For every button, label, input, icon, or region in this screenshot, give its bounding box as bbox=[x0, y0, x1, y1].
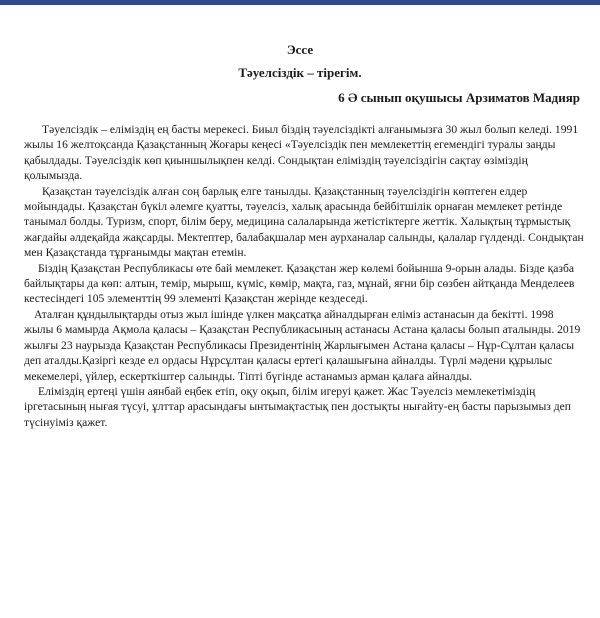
document-title: Тәуелсіздік – тірегім. bbox=[238, 65, 362, 80]
paragraph-3: Біздің Қазақстан Республикасы өте бай мемлекет. Қазақстан жер көлемі бойынша 9-орын алады. Бізде қазба байлықтары да көп: алтын, темір, мырыш, күміс, көмір, мақта, газ, мұнай, яғни бір сөзбен айтқанда Менделеев кестесіндегі 105 элементтің 99 элементі Қазақстан жерінде кездеседі. bbox=[24, 261, 575, 306]
document-page bbox=[0, 5, 600, 618]
document-type-heading: Эссе bbox=[286, 42, 314, 57]
paragraph-5: Еліміздің ертеңі үшін аянбай еңбек етіп, оқу оқып, білім игеруі қажет. Жас Тәуелсіз мемлекетіміздің іргетасының нығая түсуі, ұлттар арасындағы ынтымақтастық пен достықты нығайту-ең басты парызымыз деп түсінуіміз қажет. bbox=[24, 384, 571, 429]
essay-body bbox=[24, 122, 584, 430]
author-line: 6 Ә сынып оқушысы Арзиматов Мадияр bbox=[338, 90, 580, 105]
paragraph-2: Қазақстан тәуелсіздік алған соң барлық елге танылды. Қазақстанның тәуелсіздігін көптеген елдер мойындады. Қазақстан бүкіл әлемге қуатты, тәуелсіз, халық арасында бейбітшілік орнаған мемлекет ретінде танымал болды. Туризм, спорт, білім беру, медицина салаларында жетістіктерге жеттік. Халықтың тұрмыстық жағдайы әлдеқайда жақсарды. Мектептер, балабақшалар мен аурханалар салынды, қалалар гүлденді. Сондықтан мен Қазақстанда тұрғанымды мақтан етемін. bbox=[24, 184, 584, 260]
paragraph-1: Тәуелсіздік – еліміздің ең басты мерекесі. Биыл біздің тәуелсіздікті алғанымызға 30 жыл болып келеді. 1991 жылы 16 желтоқсанда Қазақстанның Жоғары кеңесі «Тәуелсіздік пен мемлекеттің егемендігі туралы заңды қабылдады. Тәуелсіздік көп қиыншылықпен келді. Сондықтан еліміздің тәуелсіздігін сақтау өзіміздің қолымызда. bbox=[24, 123, 579, 183]
paragraph-4: Аталған құндылықтарды отыз жыл ішінде үлкен мақсатқа айналдырған еліміз астанасын да бекітті. 1998 жылы 6 мамырда Ақмола қаласы – Қазақстан Республикасының астанасы Астана қаласы болып аталынды. 2019 жылғы 23 наурызда Қазақстан Республикасы Президентінің Жарлығымен Астана қаласы – Нұр-Сұлтан қаласы деп аталды.Қазіргі кезде ел ордасы Нұрсұлтан қаласы ертегі қалашығына айналды. Түрлі мәдени құрылыс мекемелері, үйлер, ескерткіштер салынды. Тіпті бүгінде астанамыз арман қалаға айналды. bbox=[24, 307, 581, 383]
